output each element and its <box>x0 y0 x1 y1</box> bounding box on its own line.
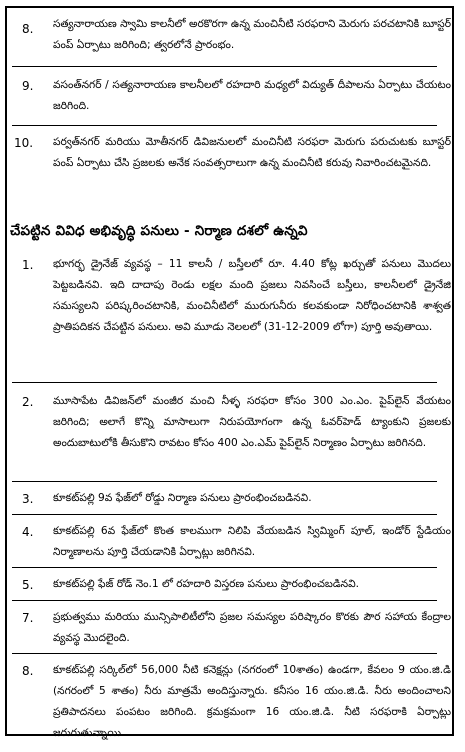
item-text: మూసాపేట డివిజన్‌లో మంజీర మంచి నీళ్ళ సరఫరా కోసం 300 ఎం.ఎం. పైప్‌లైన్ వేయటం జరిగింది; అలాగే కొన్ని మాసాలుగా నిరుపయోగంగా ఉన్న ఓవర్‌హెడ్ ట్యాంకుని ప్రజలకు అందుబాటులోకి తీసుకొని రావటం కోసం 400 ఎం.ఎమ్ పైప్‌లైన్ నిర్మాణం ఏర్పాటు జరిగినది. <box>53 395 451 449</box>
list-item <box>0 391 465 481</box>
ongoing-works-list <box>0 254 465 752</box>
list-item <box>0 607 465 653</box>
divider <box>12 600 437 601</box>
divider <box>12 125 437 126</box>
list-item <box>0 488 465 514</box>
item-number: 3. <box>22 492 34 506</box>
divider <box>12 481 437 482</box>
list-item <box>0 75 465 125</box>
item-number: 8. <box>22 664 34 678</box>
list-item <box>0 14 465 62</box>
item-number: 9. <box>22 79 34 93</box>
item-number: 4. <box>22 525 34 539</box>
item-text: కూకట్‌పల్లి 9వ ఫేజ్‌లో రోడ్డు నిర్మాణ పనులు ప్రారంభించబడినవి. <box>53 492 312 504</box>
item-text: కూకట్‌పల్లి ఫేజ్ రోడ్ నెం.1 లో రహదారి విస్తరణ పనులు ప్రారంభించబడినవి. <box>53 578 359 590</box>
item-text: భూగర్భ డ్రైనేజ్ వ్యవస్థ – 11 కాలనీ / బస్తీలలో రూ. 4.40 కోట్ల ఖర్చుతో పనులు మొదలు పెట్టబడినవి. ఇది దాదాపు రెండు లక్షల మంది ప్రజలు నివసించే బస్తీలు, కాలనీలలో డ్రైనేజి సమస్యలని పరిష్కరించటానికి, మంచినీటిలో మురుగునీరు కలవకుండా నిరోధించటానికి శాశ్వత ప్రాతిపదికన చేపట్టిన పనులు. అవి మూడు నెలలలో (31-12-2009 లోగా) పూర్తి అవుతాయి. <box>53 258 451 333</box>
item-text: వసంత్‌నగర్ / సత్యనారాయణ కాలనీలలో రహదారి మధ్యలో విద్యుత్ దీపాలను ఏర్పాటు చేయటం జరిగింది. <box>53 79 451 112</box>
divider <box>12 514 437 515</box>
divider <box>12 66 437 67</box>
list-item <box>0 132 465 198</box>
item-number: 8. <box>22 22 34 36</box>
section-title: చేపట్టిన వివిధ అభివృద్ధి పనులు - నిర్మాణ దశలో ఉన్నవి <box>10 223 308 239</box>
list-item <box>0 521 465 567</box>
item-number: 10. <box>14 136 34 150</box>
item-number: 5. <box>22 578 34 592</box>
item-number: 7. <box>22 611 34 625</box>
divider <box>12 382 437 383</box>
list-item <box>0 660 465 752</box>
divider <box>12 653 437 654</box>
list-item <box>0 574 465 600</box>
item-number: 2. <box>22 395 34 409</box>
divider <box>12 567 437 568</box>
list-item <box>0 254 465 382</box>
item-text: కూకట్‌పల్లి 6వ ఫేజ్‌లో కొంత కాలముగా నిలిపి వేయబడిన స్విమ్మింగ్ పూల్, ఇండోర్ స్టేడియం నిర్మాణాలను పూర్తి చేయడానికి ఏర్పాట్లు జరిగినవి. <box>53 525 451 558</box>
item-text: ప్రభుత్వము మరియు మున్సిపాలిటీలోని ప్రజల సమస్యల పరిష్కారం కొరకు పౌర సహాయ కేంద్రాల వ్యవస్థ మొదలైంది. <box>53 611 451 644</box>
item-text: సత్యనారాయణ స్వామి కాలనీలో అరకొరగా ఉన్న మంచినీటి సరఫరాని మెరుగు పరచటానికి బూస్టర్ పంప్ ఏర్పాటు జరిగింది; త్వరలోనే ప్రారంభం. <box>53 18 451 51</box>
item-number: 1. <box>22 258 34 272</box>
item-text: కూకట్‌పల్లి సర్కిల్‌లో 56,000 నీటి కనెక్షన్లు (నగరంలో 10శాతం) ఉండగా, కేవలం 9 యం.జి.డి (నగరంలో 5 శాతం) నీరు మాత్రమే అందిస్తున్నారు. కనీసం 16 యం.జి.డి. నీరు అందించాలని ప్రతిపాదనలు పంపటం జరిగింది. క్రమక్రమంగా 16 యం.జి.డి. నీటి సరఫరాకి ఏర్పాట్లు జరుగుతున్నాయి. <box>53 664 451 739</box>
completed-works-list <box>0 14 465 198</box>
item-text: పర్వత్‌నగర్ మరియు మోతీనగర్ డివిజనులలో మంచినీటి సరఫరా మెరుగు పరుచుటకు బూస్టర్ పంప్ ఏర్పాటు చేసి ప్రజలకు అనేక సంవత్సరాలుగా ఉన్న మంచినీటి కరువు నివారించటమైనది. <box>53 136 451 169</box>
